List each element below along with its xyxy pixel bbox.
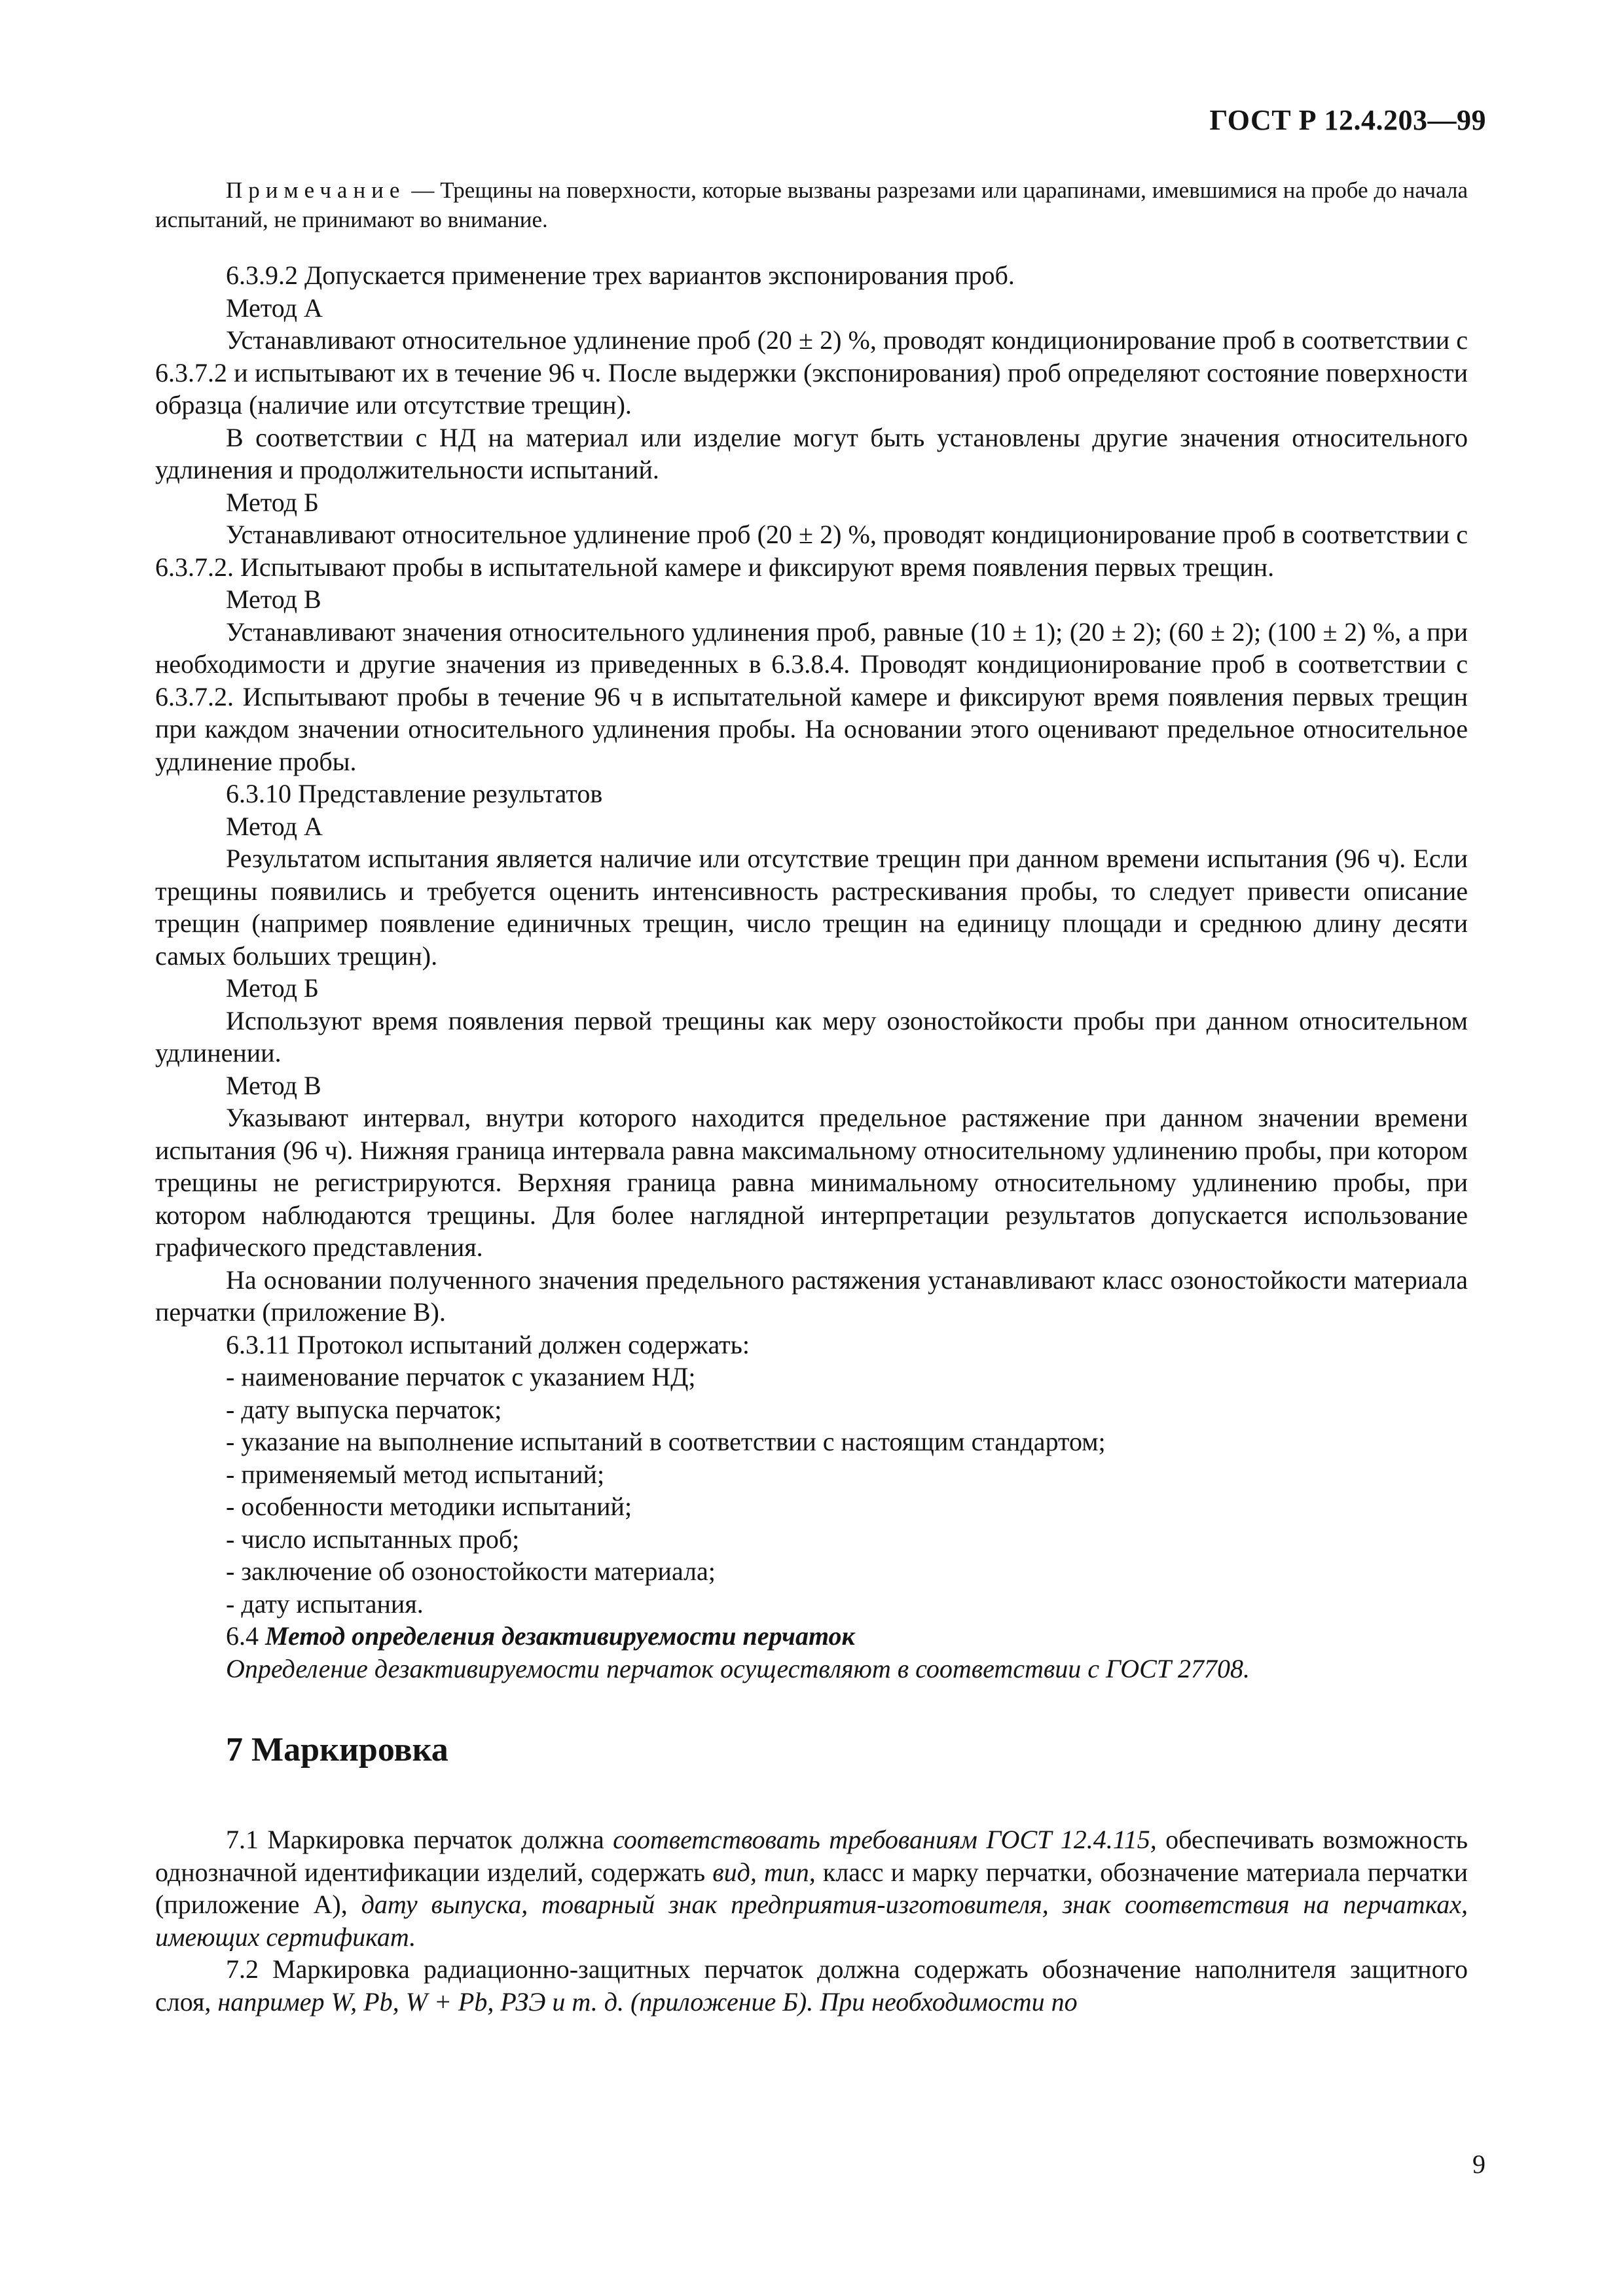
clause-7-2-part: например W, Pb, W + Pb, РЗЭ и т. д. (приложение Б). При необходимости по — [217, 1986, 1078, 2017]
results-method-v-text: Указывают интервал, внутри которого находится предельное растяжение при данном значении времени испытания (96 ч). Нижняя граница интервала равна максимальному относительному удлинению пробы, при котором трещины не регистрируются. Верхняя граница равна минимальному относительному удлинению пробы, при котором наблюдаются трещины. Для более наглядной интерпретации результатов допускается использование графического представления. — [155, 1103, 1468, 1262]
method-v-label: Метод В — [226, 584, 321, 614]
protocol-item: - наименование перчаток с указанием НД; — [226, 1362, 696, 1391]
protocol-item: - число испытанных проб; — [226, 1524, 520, 1554]
protocol-item: - дату испытания. — [226, 1588, 424, 1619]
clause-6-4-number: 6.4 — [226, 1621, 265, 1651]
page-content — [155, 175, 1468, 2018]
clause-6-3-11-title: 6.3.11 Протокол испытаний должен содержать: — [226, 1329, 750, 1359]
method-b-label: Метод Б — [226, 487, 319, 517]
protocol-item: - дату выпуска перчаток; — [226, 1394, 502, 1424]
clause-6-4-title — [155, 1620, 1468, 1653]
results-method-b-label: Метод Б — [226, 973, 319, 1003]
results-method-a-text: Результатом испытания является наличие или отсутствие трещин при данном времени испытания (96 ч). Если трещины появились и требуется оценить интенсивность растрескивания пробы, то следует привести описание трещин (например появление единичных трещин, число трещин на единицу площади и среднюю длину десяти самых больших трещин). — [155, 844, 1468, 971]
note-paragraph — [155, 175, 1468, 234]
clause-6-4-text: Определение дезактивируемости перчаток осуществляют в соответствии с ГОСТ 27708. — [226, 1653, 1250, 1683]
note-text: — Трещины на поверхности, которые вызваны разрезами или царапинами, имевшимися на пробе до начала испытаний, не принимают во внимание. — [155, 177, 1468, 232]
clause-6-3-9-2: 6.3.9.2 Допускается применение трех вариантов экспонирования проб. — [226, 260, 1015, 290]
clause-7-2-part: 7.2 Маркировка радиационно-защитных перчаток должна содержать обозначение наполнителя защитного слоя, — [155, 1954, 1468, 2017]
section-7-heading: 7 Маркировка — [226, 1731, 448, 1768]
method-v-text: Устанавливают значения относительного удлинения проб, равные (10 ± 1); (20 ± 2); (60 ± 2); (100 ± 2) %, а при необходимости и другие значения из приведенных в 6.3.8.4. Проводят кондиционирование проб в соответствии с 6.3.7.2. Испытывают пробы в течение 96 ч в испытательной камере и фиксируют время появления первых трещин при каждом значении относительного удлинения пробы. На основании этого оценивают предельное относительное удлинение пробы. — [155, 617, 1468, 776]
page-number: 9 — [1472, 2149, 1486, 2179]
document-number-header: ГОСТ Р 12.4.203—99 — [1209, 104, 1486, 136]
clause-7-1-part: соответствовать требованиям ГОСТ 12.4.115, — [613, 1825, 1157, 1854]
clause-6-4-title-text: Метод определения дезактивируемости перчаток — [265, 1621, 855, 1651]
protocol-item: - особенности методики испытаний; — [226, 1492, 632, 1521]
clause-7-1 — [155, 1823, 1468, 1953]
results-method-v-label: Метод В — [226, 1070, 321, 1100]
clause-7-1-part: 7.1 Маркировка перчаток должна — [226, 1825, 613, 1854]
method-a-label: Метод А — [226, 293, 323, 323]
results-method-a-label: Метод А — [226, 811, 323, 841]
protocol-item: - указание на выполнение испытаний в соответствии с настоящим стандартом; — [226, 1427, 1106, 1456]
protocol-item: - применяемый метод испытаний; — [226, 1459, 605, 1489]
ozone-class-text: На основании полученного значения предельного растяжения устанавливают класс озоностойкости материала перчатки (приложение В). — [155, 1265, 1468, 1327]
method-a-text: Устанавливают относительное удлинение проб (20 ± 2) %, проводят кондиционирование проб в соответствии с 6.3.7.2 и испытывают их в течение 96 ч. После выдержки (экспонирования) проб определяют состояние поверхности образца (наличие или отсутствие трещин). — [155, 325, 1468, 420]
clause-7-1-part: вид, тип, — [712, 1857, 816, 1887]
clause-6-3-10-title: 6.3.10 Представление результатов — [226, 779, 603, 808]
clause-7-2 — [155, 1953, 1468, 2018]
clause-7-1-part: класс и марку перчатки, обозначение материала перчатки (приложение А), — [155, 1857, 1468, 1919]
method-b-text: Устанавливают относительное удлинение проб (20 ± 2) %, проводят кондиционирование проб в соответствии с 6.3.7.2. Испытывают пробы в испытательной камере и фиксируют время появления первых трещин. — [155, 520, 1468, 582]
protocol-item: - заключение об озоностойкости материала; — [226, 1556, 716, 1586]
note-label: Примечание — [226, 177, 406, 203]
clause-7-1-part: обеспечивать возможность однозначной идентификации изделий, содержать — [155, 1825, 1468, 1887]
clause-7-1-part: дату выпуска, товарный знак предприятия-изготовителя, знак соответствия на перчатках, имеющих сертификат. — [155, 1890, 1468, 1952]
method-a-note: В соответствии с НД на материал или изделие могут быть установлены другие значения относительного удлинения и продолжительности испытаний. — [155, 422, 1468, 484]
results-method-b-text: Используют время появления первой трещины как меру озоностойкости пробы при данном относительном удлинении. — [155, 1005, 1468, 1067]
